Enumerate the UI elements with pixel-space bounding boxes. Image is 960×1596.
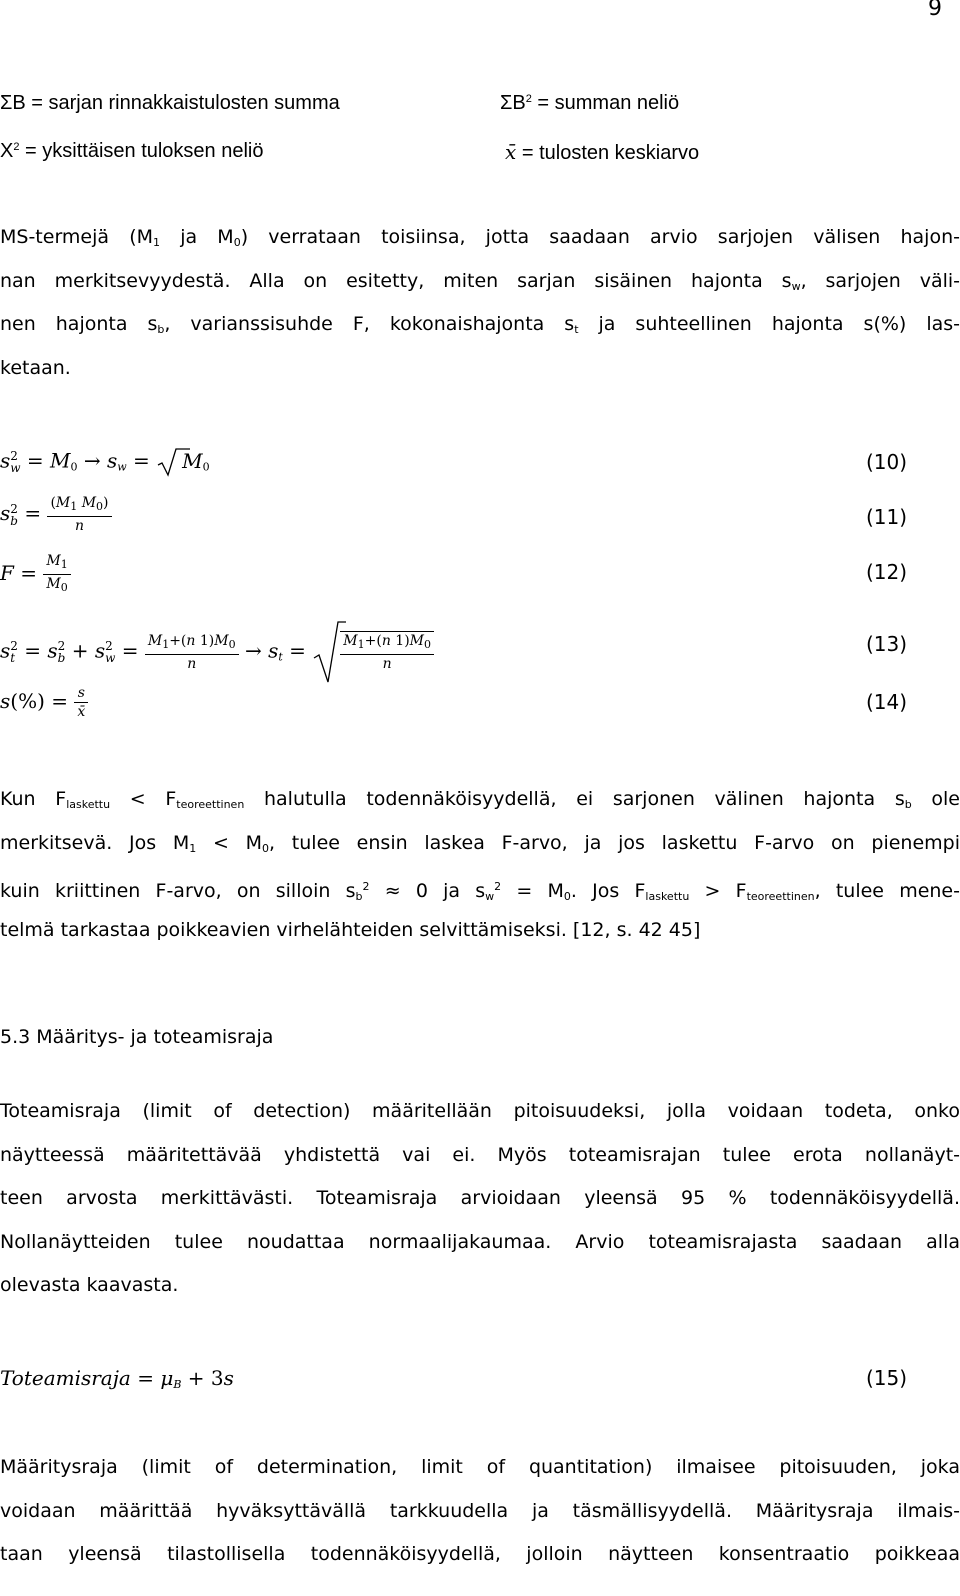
intro-line-2: nan merkitsevyydestä. Alla on esitetty, miten sarjan sisäinen hajonta $s_w$, sarjojen väli- [0,269,960,293]
lod-line-4: Nollanäytteiden tulee noudattaa normaalijakaumaa. Arvio toteamisrajasta saadaan alla [0,1230,960,1253]
legend-mean-tail: = tulosten keskiarvo [516,142,700,164]
equation-15: Toteamisraja = $\mu_B + 3s$ [0,1366,234,1391]
legend-x-squared-lead: X [0,140,14,162]
legend-sum-b-squared: $\Sigma B^2$ = summan neliö [500,92,680,114]
equation-13-number: (13) [866,632,908,656]
loq-paragraph [0,1446,960,1577]
loq-line-2: voidaan määrittää hyväksyttävällä tarkkuudella ja täsmällisyydellä. Määritysraja ilmais- [0,1499,960,1522]
lod-line-2: näytteessä määritettävää yhdistettä vai ei. Myös toteamisrajan tulee erota nollanäyt- [0,1143,960,1166]
loq-line-1: Määritysraja (limit of determination, limit of quantitation) ilmaisee pitoisuuden, joka [0,1456,960,1478]
intro-paragraph [0,216,960,390]
equation-12-number: (12) [866,560,908,584]
equation-14: s(%) = $\frac{s}{x̄}$ [0,684,88,721]
mean-symbol: x̄ [505,140,517,164]
lod-line-5: olevasta kaavasta. [0,1274,179,1296]
equation-10: s 2 w = $M_0 \to s_w = M_0$ [0,448,210,475]
loq-line-3: taan yleensä tilastollisella todennäköisyydellä, jolloin näytteen konsentraatio poikkeaa [0,1543,960,1565]
intro-line-4: ketaan. [0,356,71,379]
legend-mean [505,140,699,165]
equation-13: s 2 t = s 2 b + s 2 w = $\frac{M_1+(n 1)M_0}{n}$ → $s_t$ = $\frac{M_1+(n 1)M_0}{n}$ [0,620,434,684]
equation-10-number: (10) [866,450,908,474]
sqrt-sign-large [312,620,346,684]
lod-line-1: Toteamisraja (limit of detection) määritellään pitoisuudeksi, jolla voidaan todeta, onko [0,1100,960,1122]
f-line-1: Kun $F_{laskettu} < F_{teoreettinen}$ halutulla todennäköisyydellä, ei sarjonen välinen hajonta $s_b$ ole [0,788,960,811]
legend-x-squared: $X^2$ = yksittäisen tuloksen neliö [0,140,264,162]
equation-11-number: (11) [866,505,908,529]
f-line-2: merkitsevä. Jos $M_1 < M_0$, tulee ensin laskea F-arvo, ja jos laskettu F-arvo on pienempi [0,831,960,855]
sqrt-sign [156,447,190,477]
legend-sum-b-squared-lead: ΣB [500,92,526,114]
lod-paragraph [0,1090,960,1308]
legend-sum-b-squared-tail: = summan neliö [531,92,680,114]
f-line-3: kuin kriittinen F-arvo, on silloin $s_b^2 \approx 0$ ja $s_w^2 = M_0$. Jos $F_{laskettu} > F_{teoreettinen}$, tulee mene- [0,880,960,903]
f-test-paragraph [0,778,960,952]
intro-line-1: MS-termejä ($M_1$ ja $M_0$) verrataan toisiinsa, jotta saadaan arvio sarjojen välisen hajon- [0,226,960,249]
lod-line-3: teen arvosta merkittävästi. Toteamisraja arvioidaan yleensä 95 % todennäköisyydellä. [0,1187,960,1209]
intro-line-3: nen hajonta $s_b$, varianssisuhde F, kokonaishajonta $s_t$ ja suhteellinen hajonta s(%) las- [0,313,960,336]
equation-14-number: (14) [866,690,908,714]
equation-11: s 2 b = $\frac{(M_1 M_0)}{n}$ [0,494,112,535]
legend-x-squared-tail: = yksittäisen tuloksen neliö [19,140,264,162]
equation-12: F = $\frac{M_1}{M_0}$ [0,552,71,597]
page-number: 9 [928,0,942,21]
f-line-4: telmä tarkastaa poikkeavien virhelähteiden selvittämiseksi. [12, s. 42 45] [0,918,701,941]
legend-sum-b: ΣB = sarjan rinnakkaistulosten summa [0,92,340,114]
equation-15-number: (15) [866,1366,908,1390]
section-heading: 5.3 Määritys- ja toteamisraja [0,1026,274,1048]
